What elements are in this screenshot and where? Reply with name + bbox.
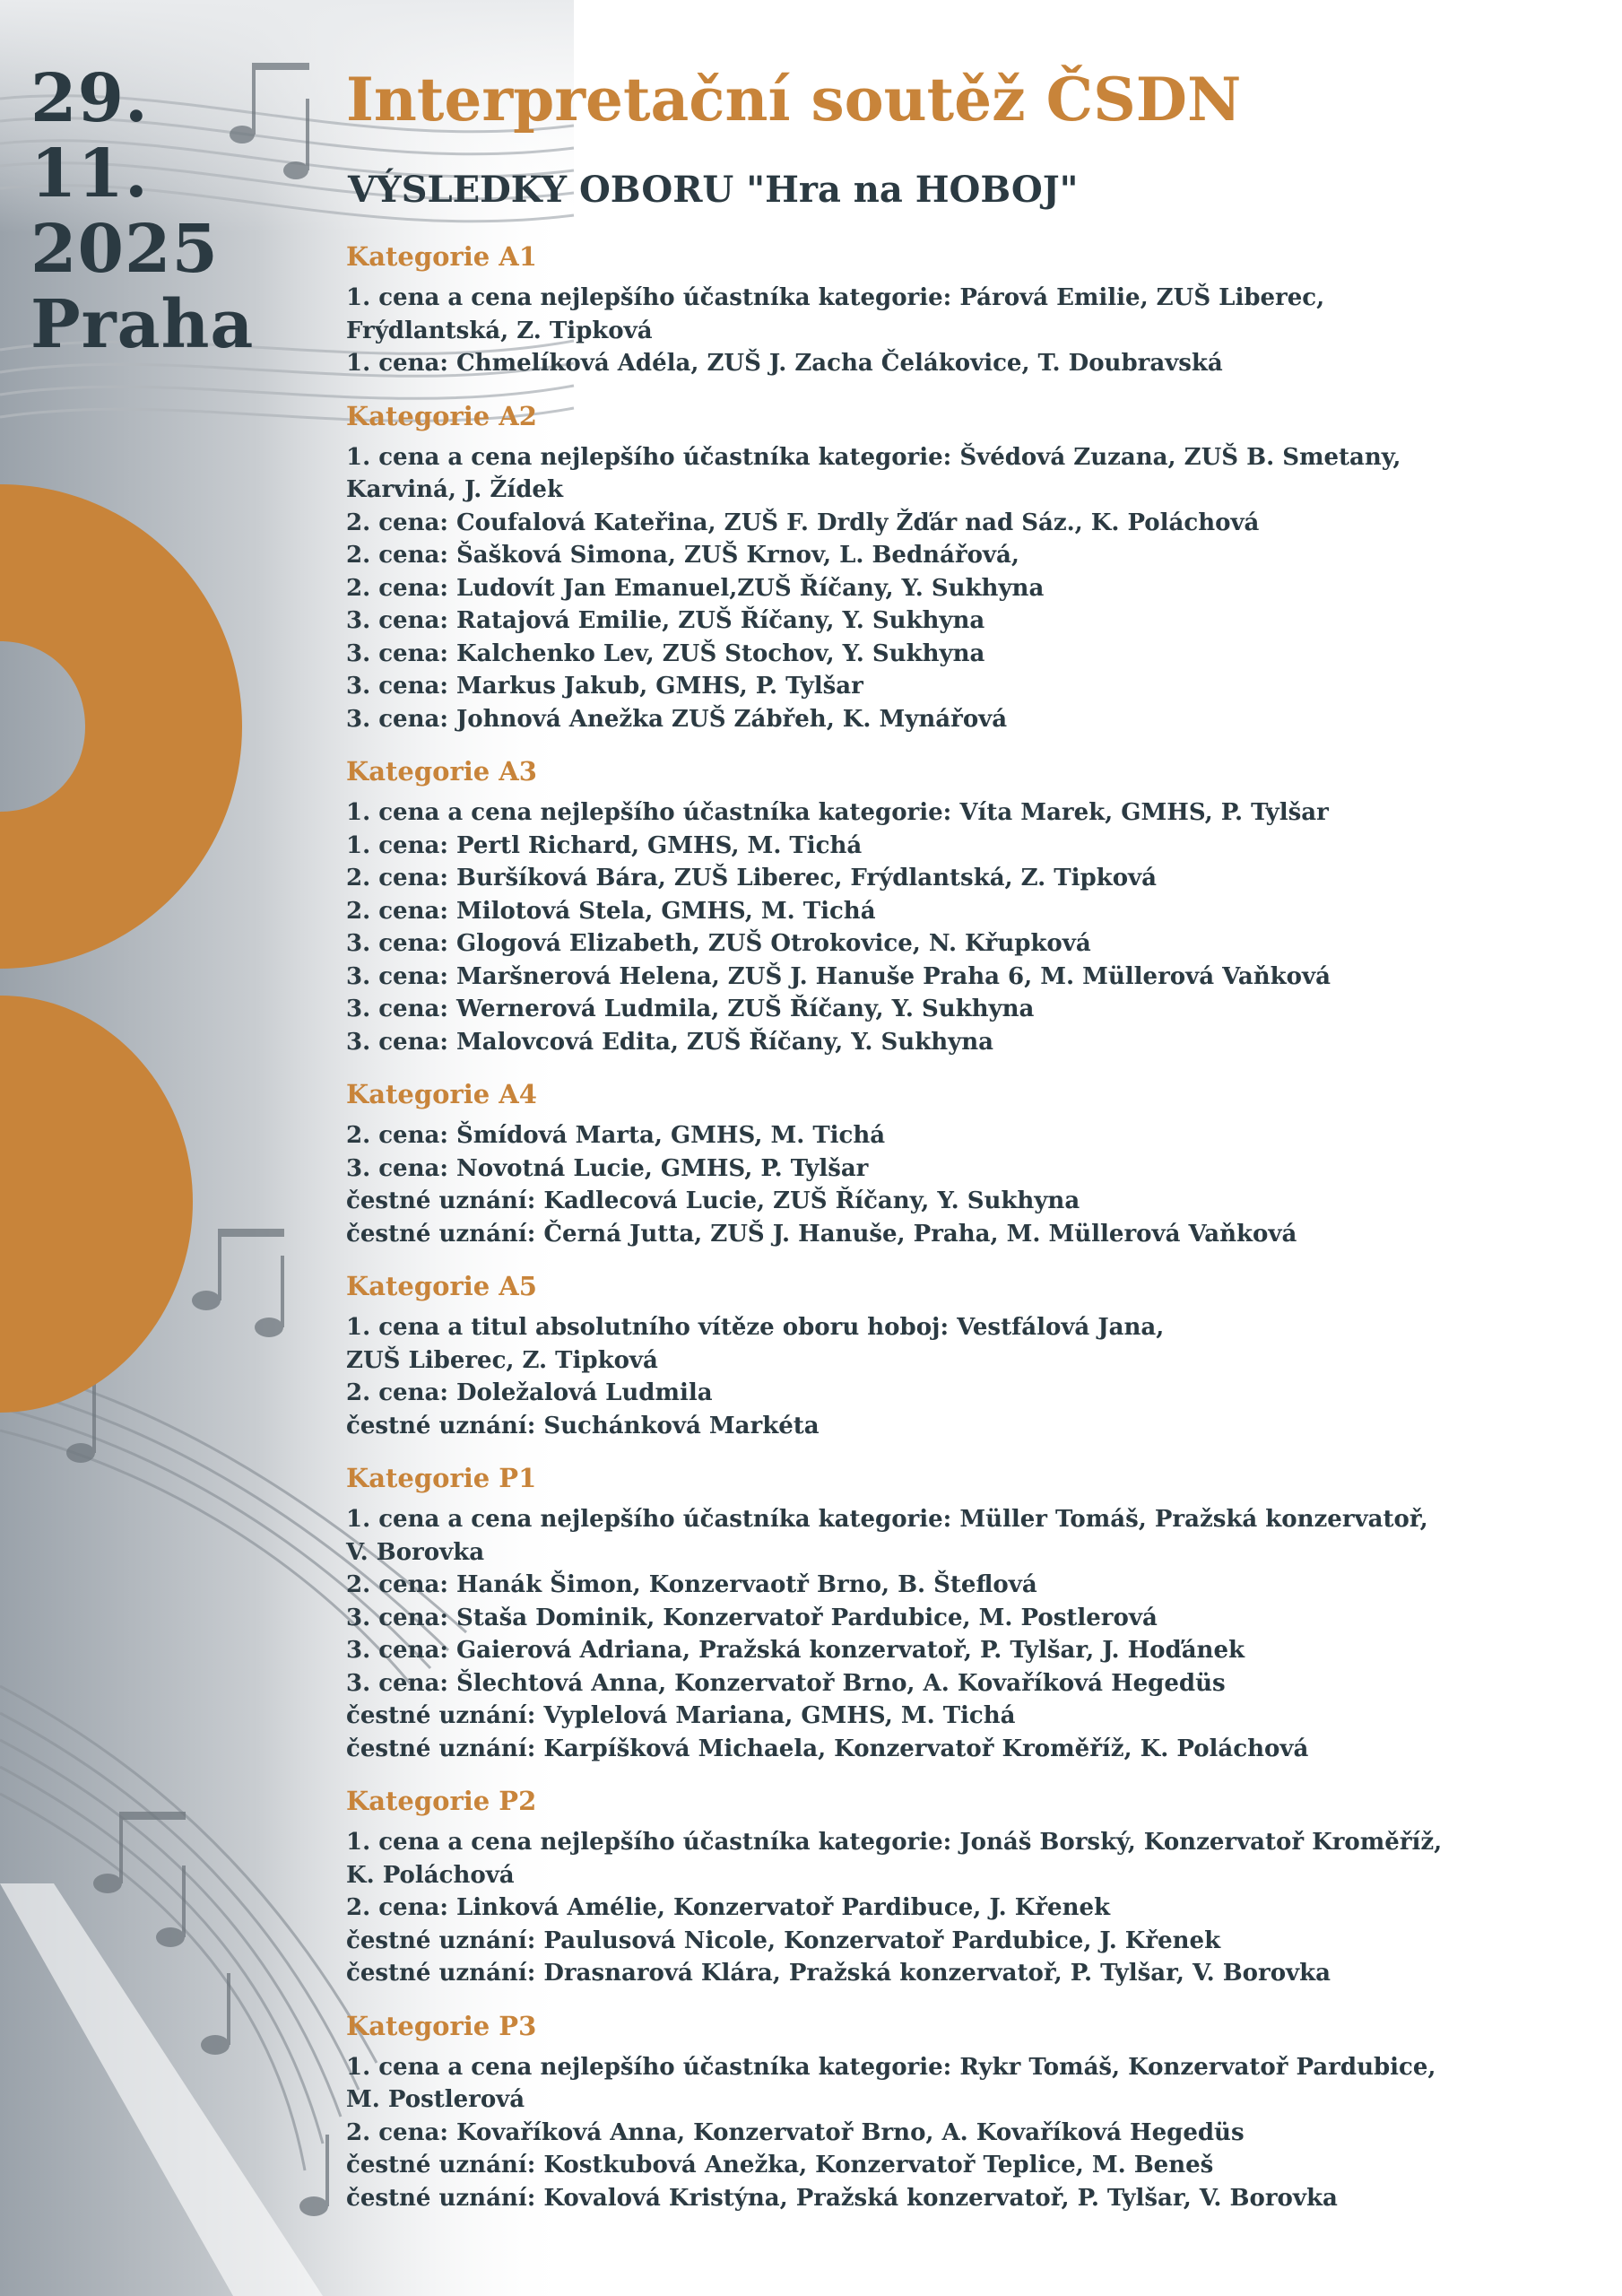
category-title: Kategorie A4	[346, 1079, 537, 1109]
result-line: 3. cena: Johnová Anežka ZUŠ Zábřeh, K. Mynářová	[346, 705, 1008, 733]
result-line: 3. cena: Staša Dominik, Konzervatoř Pardubice, M. Postlerová	[346, 1604, 1158, 1631]
result-line: 1. cena a cena nejlepšího účastníka kategorie: Müller Tomáš, Pražská konzervatoř,	[346, 1506, 1428, 1533]
result-line: 2. cena: Ludovít Jan Emanuel,ZUŠ Říčany, Y. Sukhyna	[346, 574, 1045, 602]
result-line: 3. cena: Wernerová Ludmila, ZUŠ Říčany, Y. Sukhyna	[346, 996, 1035, 1022]
category-title: Kategorie A1	[346, 241, 537, 272]
result-line: 1. cena a cena nejlepšího účastníka kategorie: Víta Marek, GMHS, P. Tylšar	[346, 799, 1329, 826]
page-subtitle: VÝSLEDKY OBORU "Hra na HOBOJ"	[348, 169, 1079, 211]
result-line: 1. cena a cena nejlepšího účastníka kategorie: Švédová Zuzana, ZUŠ B. Smetany,	[346, 443, 1401, 471]
result-line: 2. cena: Kovaříková Anna, Konzervatoř Brno, A. Kovaříková Hegedüs	[346, 2118, 1245, 2146]
result-line: 2. cena: Šmídová Marta, GMHS, M. Tichá	[346, 1122, 886, 1149]
category-title: Kategorie A5	[346, 1271, 537, 1301]
category-section	[346, 1078, 1601, 1250]
result-line: Frýdlantská, Z. Tipková	[346, 317, 653, 344]
result-line: Karviná, J. Žídek	[346, 476, 563, 503]
result-line: čestné uznání: Karpíšková Michaela, Konzervatoř Kroměříž, K. Poláchová	[346, 1735, 1309, 1762]
result-line: M. Postlerová	[346, 2086, 525, 2113]
result-line: V. Borovka	[346, 1538, 485, 1566]
category-title: Kategorie P2	[346, 1786, 537, 1816]
result-line: čestné uznání: Kadlecová Lucie, ZUŠ Říčany, Y. Sukhyna	[346, 1187, 1080, 1214]
result-line: ZUŠ Liberec, Z. Tipková	[346, 1346, 658, 1374]
date-month: 11.	[30, 135, 149, 213]
result-line: 2. cena: Milotová Stela, GMHS, M. Tichá	[346, 897, 876, 925]
result-line: 1. cena a cena nejlepšího účastníka kategorie: Rykr Tomáš, Konzervatoř Pardubice,	[346, 2053, 1436, 2081]
event-date-block	[30, 61, 254, 362]
category-title: Kategorie P1	[346, 1463, 537, 1493]
result-line: 3. cena: Šlechtová Anna, Konzervatoř Brno, A. Kovaříková Hegedüs	[346, 1669, 1226, 1697]
result-line: čestné uznání: Suchánková Markéta	[346, 1412, 820, 1439]
date-day: 29.	[30, 60, 149, 137]
result-line: čestné uznání: Kostkubová Anežka, Konzervatoř Teplice, M. Beneš	[346, 2152, 1214, 2179]
category-section	[346, 2010, 1601, 2215]
result-line: 2. cena: Šašková Simona, ZUŠ Krnov, L. Bednářová,	[346, 542, 1019, 569]
result-line: 3. cena: Markus Jakub, GMHS, P. Tylšar	[346, 673, 863, 700]
result-line: 2. cena: Hanák Šimon, Konzervaotř Brno, B. Šteflová	[346, 1571, 1037, 1598]
category-section	[346, 1270, 1601, 1442]
result-line: čestné uznání: Vyplelová Mariana, GMHS, M. Tichá	[346, 1702, 1016, 1729]
category-title: Kategorie P3	[346, 2010, 537, 2041]
date-year: 2025	[30, 211, 219, 288]
result-line: 2. cena: Buršíková Bára, ZUŠ Liberec, Frýdlantská, Z. Tipková	[346, 865, 1157, 891]
result-line: čestné uznání: Kovalová Kristýna, Pražská konzervatoř, P. Tylšar, V. Borovka	[346, 2184, 1338, 2212]
results-list	[346, 240, 1601, 2234]
result-line: 3. cena: Glogová Elizabeth, ZUŠ Otrokovice, N. Křupková	[346, 930, 1091, 957]
result-line: K. Poláchová	[346, 1861, 515, 1889]
result-line: čestné uznání: Černá Jutta, ZUŠ J. Hanuše, Praha, M. Müllerová Vaňková	[346, 1220, 1297, 1248]
result-line: 2. cena: Linková Amélie, Konzervatoř Pardibuce, J. Křenek	[346, 1894, 1111, 1921]
result-line: 1. cena a titul absolutního vítěze oboru hoboj: Vestfálová Jana,	[346, 1314, 1165, 1341]
category-section	[346, 240, 1601, 380]
category-title: Kategorie A3	[346, 756, 537, 787]
result-line: 3. cena: Ratajová Emilie, ZUŠ Říčany, Y. Sukhyna	[346, 607, 985, 634]
category-title: Kategorie A2	[346, 400, 537, 431]
page-title: Interpretační soutěž ČSDN	[346, 65, 1242, 135]
result-line: 1. cena a cena nejlepšího účastníka kategorie: Párová Emilie, ZUŠ Liberec,	[346, 284, 1325, 311]
category-section	[346, 755, 1601, 1058]
result-line: 3. cena: Kalchenko Lev, ZUŠ Stochov, Y. Sukhyna	[346, 639, 985, 667]
result-line: 3. cena: Maršnerová Helena, ZUŠ J. Hanuše Praha 6, M. Müllerová Vaňková	[346, 962, 1331, 990]
result-line: 1. cena a cena nejlepšího účastníka kategorie: Jonáš Borský, Konzervatoř Kroměříž,	[346, 1829, 1443, 1856]
result-line: 1. cena: Chmelíková Adéla, ZUŠ J. Zacha Čelákovice, T. Doubravská	[346, 350, 1223, 377]
category-section	[346, 1785, 1601, 1990]
result-line: 3. cena: Malovcová Edita, ZUŠ Říčany, Y. Sukhyna	[346, 1028, 993, 1056]
category-section	[346, 1462, 1601, 1765]
result-line: čestné uznání: Drasnarová Klára, Pražská konzervatoř, P. Tylšar, V. Borovka	[346, 1960, 1331, 1987]
result-line: 3. cena: Novotná Lucie, GMHS, P. Tylšar	[346, 1154, 869, 1182]
date-place: Praha	[30, 286, 255, 363]
result-line: čestné uznání: Paulusová Nicole, Konzervatoř Pardubice, J. Křenek	[346, 1926, 1221, 1954]
result-line: 2. cena: Coufalová Kateřina, ZUŠ F. Drdly Žďár nad Sáz., K. Poláchová	[346, 509, 1260, 536]
category-section	[346, 400, 1601, 736]
result-line: 2. cena: Doležalová Ludmila	[346, 1379, 713, 1406]
result-line: 3. cena: Gaierová Adriana, Pražská konzervatoř, P. Tylšar, J. Hoďánek	[346, 1637, 1245, 1664]
result-line: 1. cena: Pertl Richard, GMHS, M. Tichá	[346, 831, 863, 859]
